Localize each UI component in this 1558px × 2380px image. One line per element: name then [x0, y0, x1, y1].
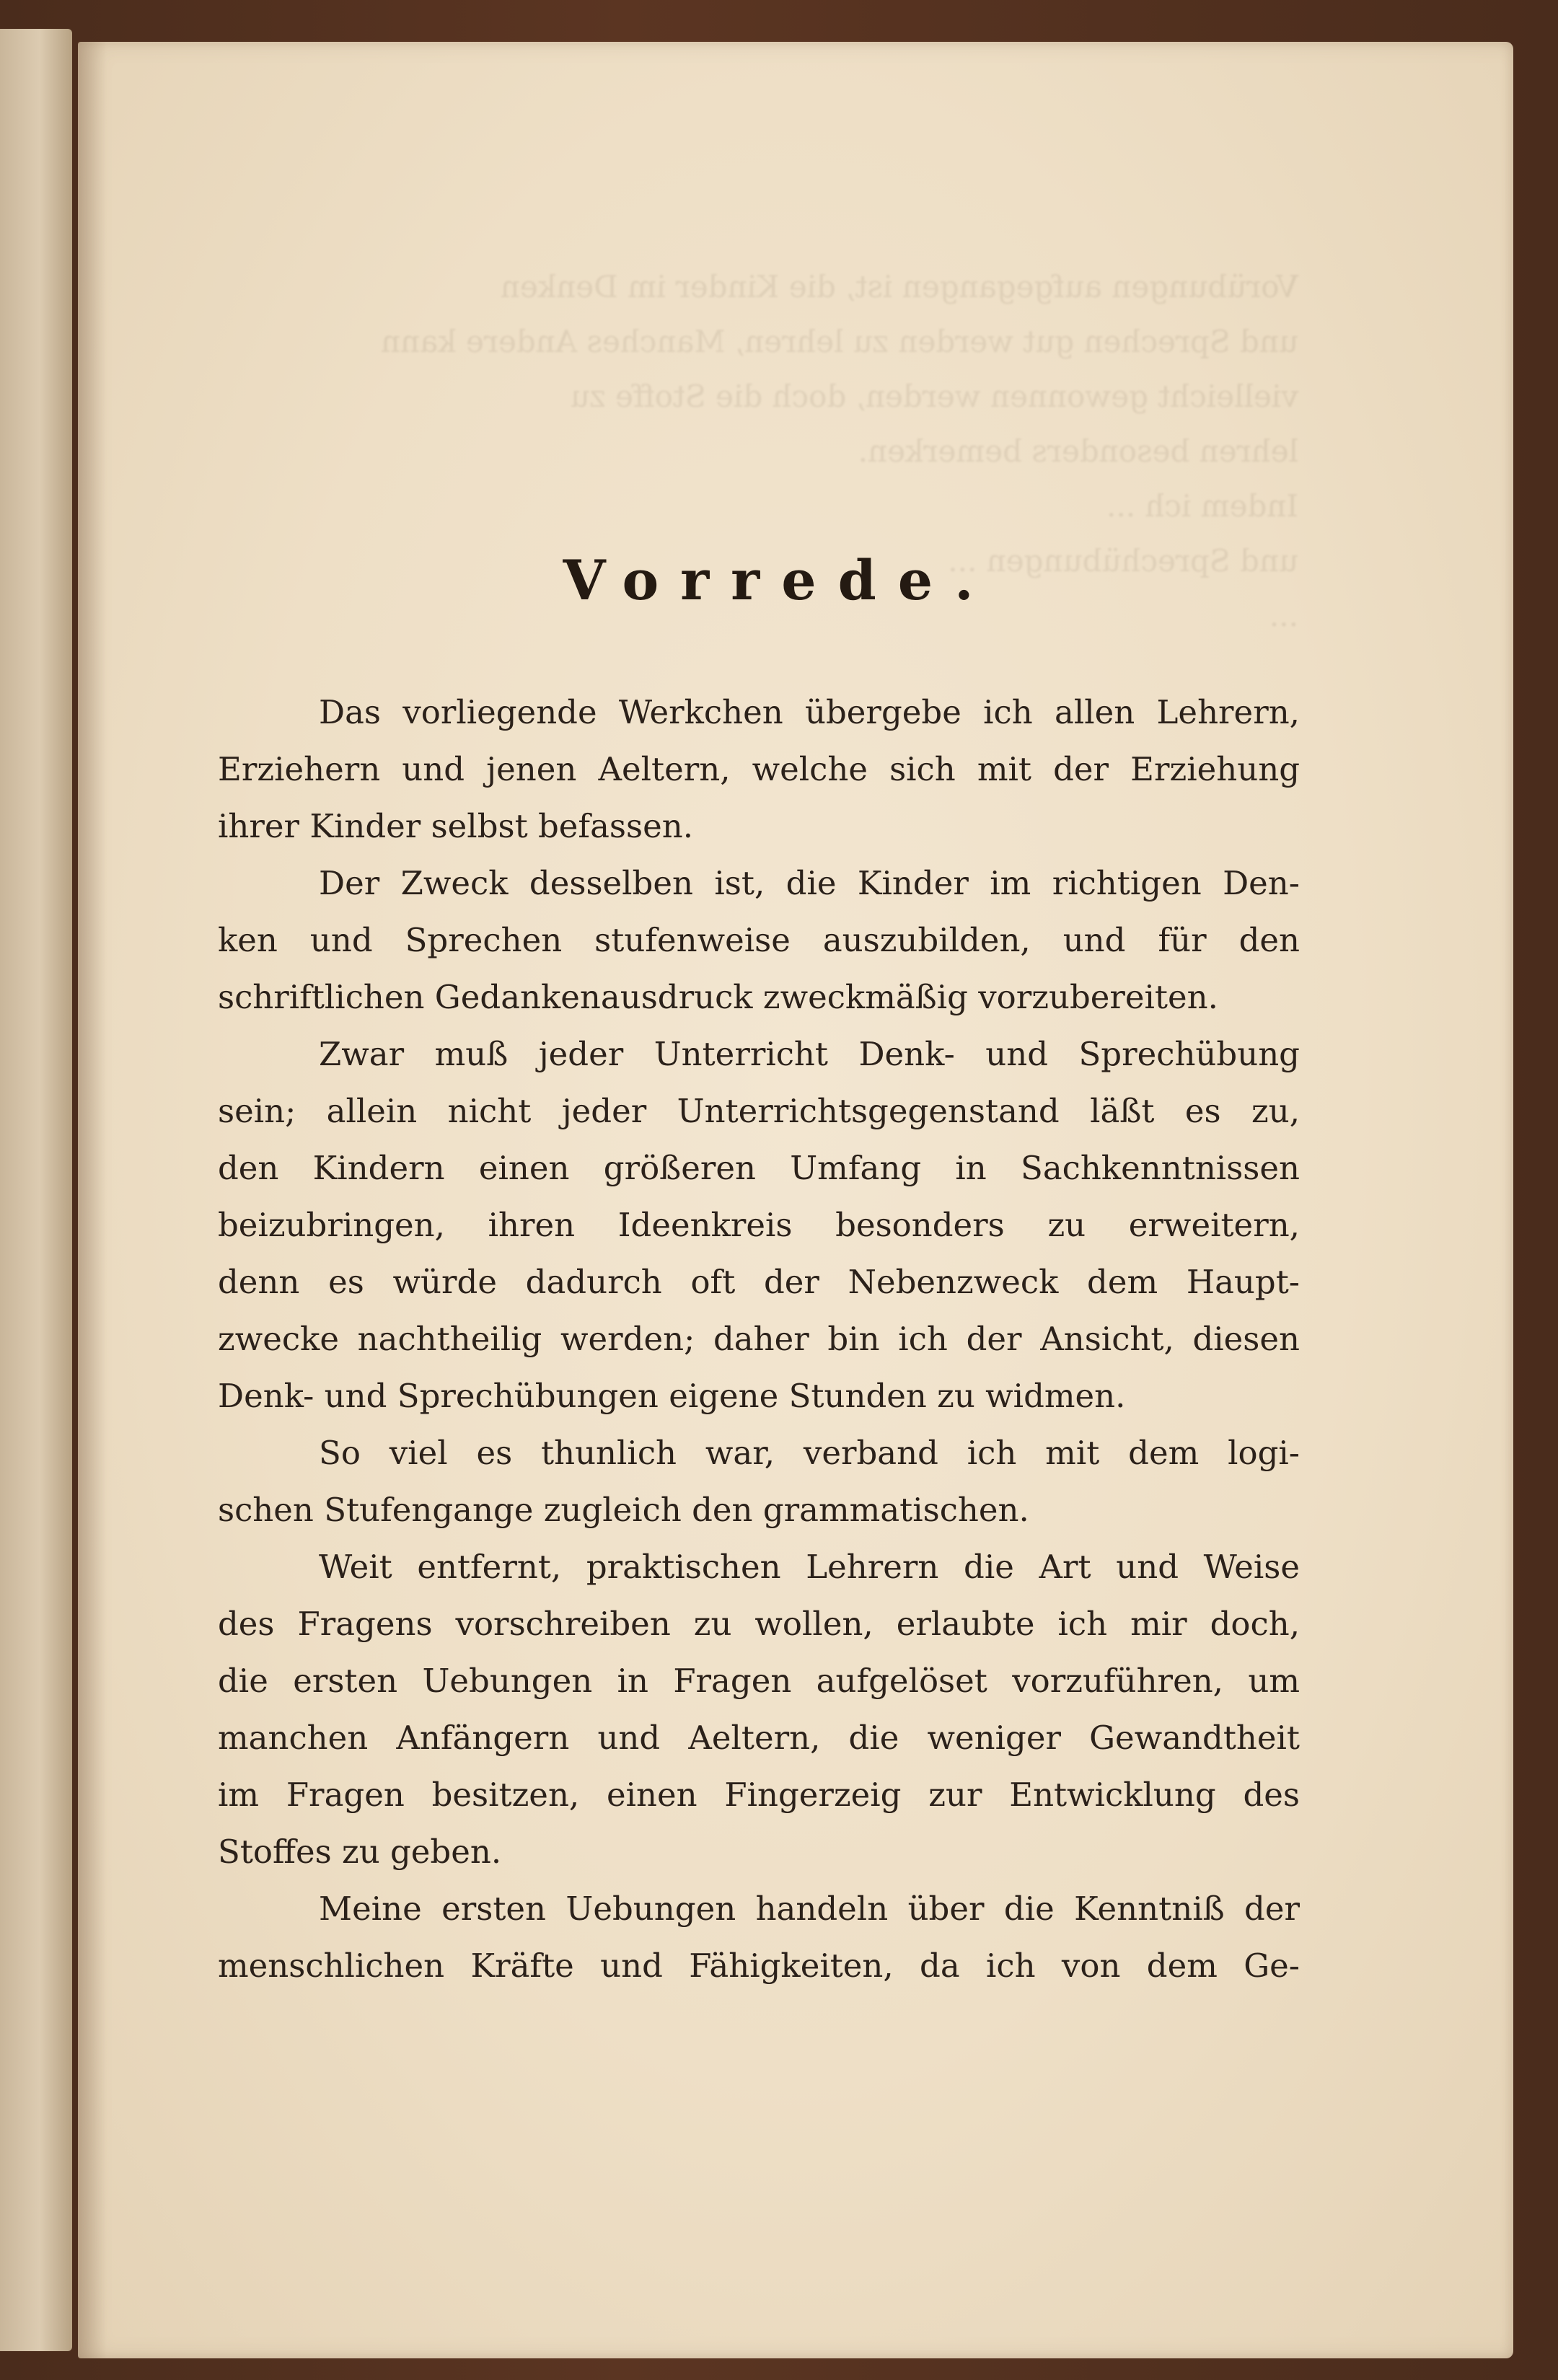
- text-line: im Fragen besitzen, einen Fingerzeig zur Entwicklung des: [218, 1776, 1300, 1814]
- text-line: sein; allein nicht jeder Unterrichtsgegenstand läßt es zu,: [218, 1092, 1300, 1130]
- page-title: Vorrede.: [563, 548, 995, 612]
- text-line: zwecke nachtheilig werden; daher bin ich der Ansicht, diesen: [218, 1320, 1300, 1358]
- bleed-through-text: Vorübungen aufgegangen ist, die Kinder im Denken und Sprechen gut werden zu lehren, Manches Andere kann vielleicht gewonnen werden, doch die Stoffe zu lehren besonders bemerken. Indem ich ... und Sprechübungen ... ...: [381, 269, 1298, 633]
- text-line: den Kindern einen größeren Umfang in Sachkenntnissen: [218, 1149, 1300, 1187]
- text-line: So viel es thunlich war, verband ich mit dem logi-: [319, 1434, 1300, 1472]
- text-line: Stoffes zu geben.: [218, 1833, 502, 1871]
- text-line: Der Zweck desselben ist, die Kinder im richtigen Den-: [319, 864, 1300, 902]
- text-line: ihrer Kinder selbst befassen.: [218, 807, 694, 845]
- text-line: die ersten Uebungen in Fragen aufgelöset vorzuführen, um: [218, 1662, 1300, 1700]
- text-line: schen Stufengange zugleich den grammatischen.: [218, 1491, 1029, 1529]
- text-line: manchen Anfängern und Aeltern, die weniger Gewandtheit: [218, 1719, 1300, 1757]
- text-line: Meine ersten Uebungen handeln über die Kenntniß der: [319, 1890, 1300, 1928]
- text-line: Weit entfernt, praktischen Lehrern die Art und Weise: [319, 1548, 1300, 1586]
- text-line: des Fragens vorschreiben zu wollen, erlaubte ich mir doch,: [218, 1605, 1300, 1643]
- gutter-shadow: [78, 42, 107, 2358]
- text-line: Denk- und Sprechübungen eigene Stunden zu widmen.: [218, 1377, 1126, 1415]
- text-line: beizubringen, ihren Ideenkreis besonders zu erweitern,: [218, 1206, 1300, 1244]
- text-line: menschlichen Kräfte und Fähigkeiten, da ich von dem Ge-: [218, 1947, 1300, 1985]
- text-line: Zwar muß jeder Unterricht Denk- und Sprechübung: [319, 1035, 1300, 1073]
- text-line: ken und Sprechen stufenweise auszubilden, und für den: [218, 921, 1300, 959]
- text-line: Das vorliegende Werkchen übergebe ich allen Lehrern,: [319, 693, 1300, 731]
- body-text: [218, 684, 1300, 1994]
- previous-page-edge: [0, 29, 72, 2351]
- text-line: denn es würde dadurch oft der Nebenzweck dem Haupt-: [218, 1263, 1300, 1301]
- text-line: schriftlichen Gedankenausdruck zweckmäßig vorzubereiten.: [218, 978, 1218, 1016]
- text-line: Erziehern und jenen Aeltern, welche sich mit der Erziehung: [218, 750, 1300, 788]
